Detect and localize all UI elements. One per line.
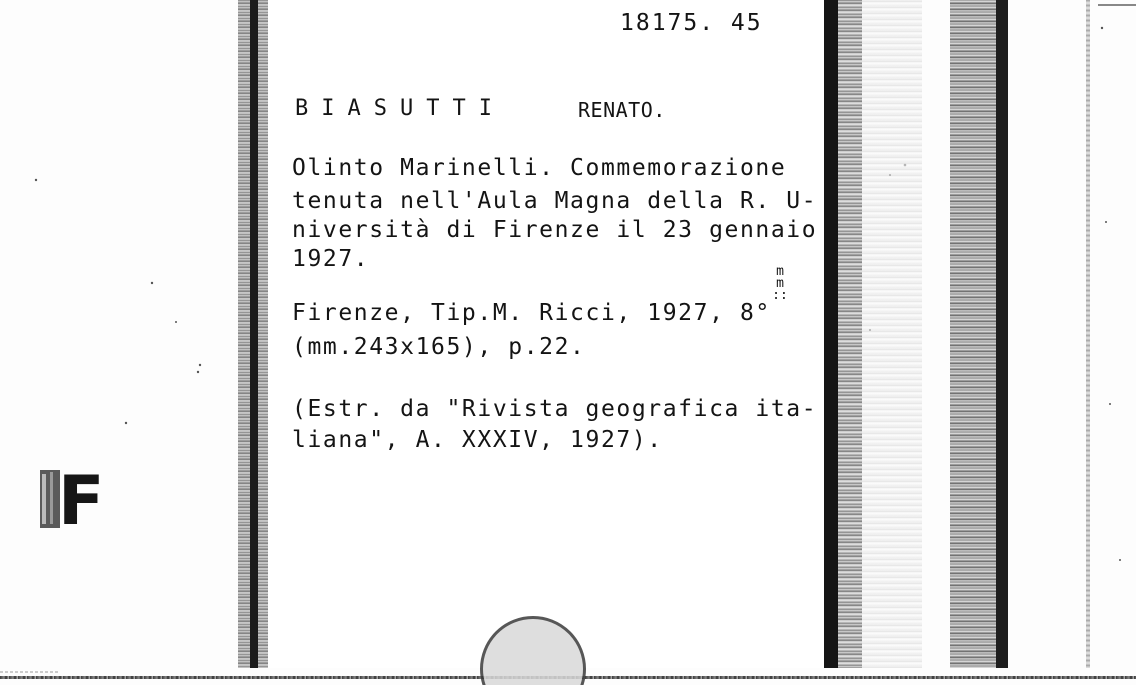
side-marks: m m ::	[772, 264, 788, 303]
corner-mark	[1098, 4, 1136, 6]
adjacent-card-edge	[996, 0, 1008, 668]
author-given-name: RENATO.	[578, 98, 666, 122]
card-left-edge	[250, 0, 258, 668]
title-line: tenuta nell'Aula Magna della R. U-	[292, 188, 818, 214]
title-line: niversità di Firenze il 23 gennaio	[292, 217, 818, 243]
author-surname: BIASUTTI	[295, 96, 505, 121]
adjacent-card-strip	[862, 0, 922, 668]
note-line: (Estr. da "Rivista geografica ita-	[292, 396, 818, 422]
imprint-line: (mm.243x165), p.22.	[292, 334, 586, 360]
right-margin-rule	[1086, 0, 1090, 668]
adjacent-card-edge-shadow	[950, 0, 1002, 668]
card-right-edge	[824, 0, 838, 668]
card-right-edge-shadow	[838, 0, 862, 668]
imprint-line: Firenze, Tip.M. Ricci, 1927, 8°	[292, 300, 771, 326]
title-line: 1927.	[292, 246, 370, 272]
call-number: 18175. 45	[620, 10, 763, 36]
f-logo-icon	[40, 466, 112, 532]
title-line: Olinto Marinelli. Commemorazione	[292, 155, 787, 181]
note-line: liana", A. XXXIV, 1927).	[292, 427, 663, 453]
logo-letter: F	[58, 466, 105, 532]
